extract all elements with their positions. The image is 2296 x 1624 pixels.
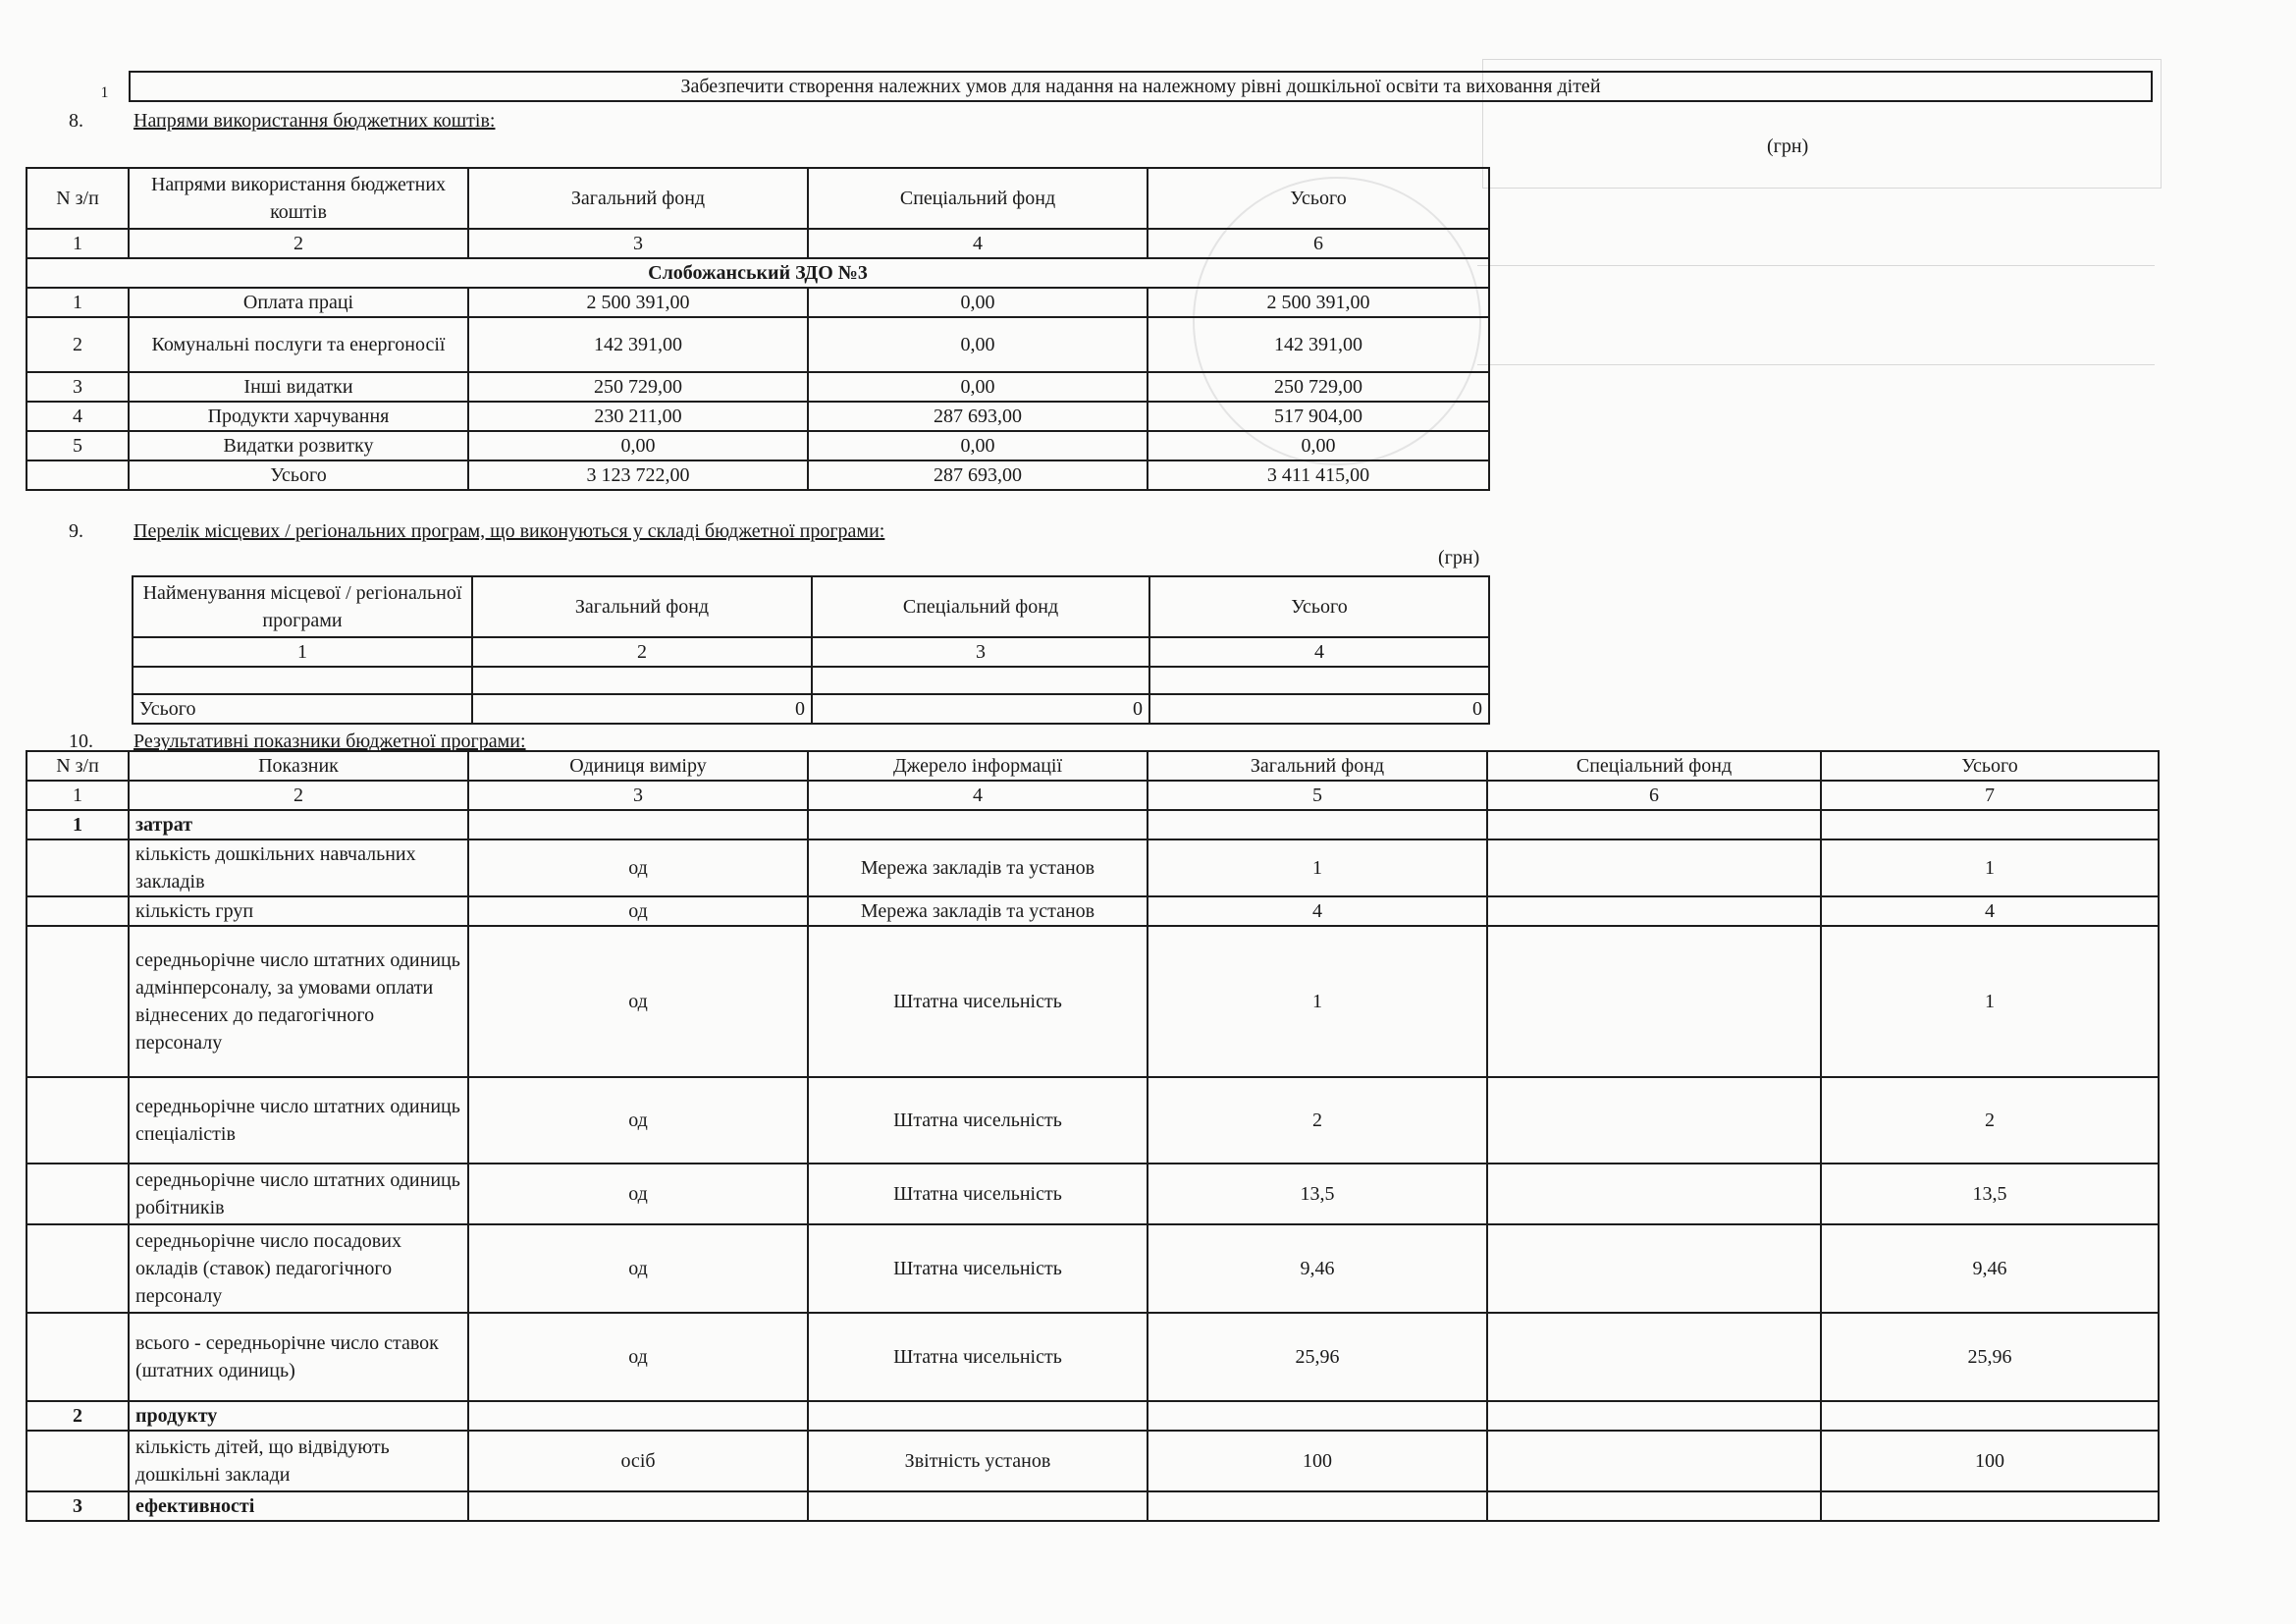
table-header-row — [27, 168, 1489, 229]
empty-cell — [27, 1164, 129, 1224]
row-number: 4 — [27, 402, 129, 431]
info-source: Штатна чисельність — [808, 1164, 1148, 1224]
special-fund: 0,00 — [808, 372, 1148, 402]
indicator-name: середньорічне число штатних одиниць робітників — [129, 1164, 468, 1224]
section-number: 8. — [69, 110, 83, 132]
table-row — [27, 288, 1489, 317]
row-number: 2 — [27, 317, 129, 372]
general-fund: 9,46 — [1148, 1224, 1487, 1313]
direction-name: Оплата праці — [129, 288, 468, 317]
special-fund — [1487, 896, 1821, 926]
general-fund: 3 123 722,00 — [468, 460, 808, 490]
empty-cell — [1821, 1401, 2159, 1431]
special-fund: 0,00 — [808, 288, 1148, 317]
header-cell: Загальний фонд — [468, 168, 808, 229]
total: 2 — [1821, 1077, 2159, 1164]
column-number: 2 — [472, 637, 812, 667]
direction-name: Інші видатки — [129, 372, 468, 402]
indicator-row — [27, 1077, 2159, 1164]
total: 1 — [1821, 839, 2159, 896]
unit: од — [468, 926, 808, 1077]
table-row — [27, 317, 1489, 372]
table-header-row — [133, 576, 1489, 637]
empty-cell — [27, 1224, 129, 1313]
special-fund — [1487, 1164, 1821, 1224]
goal-num: 1 — [100, 84, 109, 101]
group-name: затрат — [129, 810, 468, 839]
performance-indicators-table — [26, 750, 2160, 1522]
group-title: Слобожанський ЗДО №3 — [27, 258, 1489, 288]
column-number: 6 — [1487, 781, 1821, 810]
direction-name: Продукти харчування — [129, 402, 468, 431]
unit: осіб — [468, 1431, 808, 1491]
column-number: 6 — [1148, 229, 1489, 258]
table-row — [27, 372, 1489, 402]
header-cell: Спеціальний фонд — [812, 576, 1149, 637]
unit-label: (грн) — [1438, 547, 1480, 568]
total-row — [133, 694, 1489, 724]
unit: од — [468, 896, 808, 926]
total: 1 — [1821, 926, 2159, 1077]
column-number: 1 — [133, 637, 472, 667]
column-number: 7 — [1821, 781, 2159, 810]
section-title: Перелік місцевих / регіональних програм, що виконуються у складі бюджетної програми: — [133, 520, 885, 542]
section-title: Напрями використання бюджетних коштів: — [133, 110, 496, 132]
header-cell: Джерело інформації — [808, 751, 1148, 781]
unit: од — [468, 1077, 808, 1164]
empty-cell — [1148, 1401, 1487, 1431]
group-number: 3 — [27, 1491, 129, 1521]
info-source: Штатна чисельність — [808, 926, 1148, 1077]
row-number: 3 — [27, 372, 129, 402]
group-name: ефективності — [129, 1491, 468, 1521]
header-cell: Усього — [1149, 576, 1489, 637]
table-row — [27, 431, 1489, 460]
info-source: Штатна чисельність — [808, 1077, 1148, 1164]
indicator-row — [27, 1164, 2159, 1224]
empty-cell — [27, 1431, 129, 1491]
indicator-name: середньорічне число посадових окладів (ставок) педагогічного персоналу — [129, 1224, 468, 1313]
special-fund: 287 693,00 — [808, 460, 1148, 490]
column-number: 3 — [468, 781, 808, 810]
section-number: 10. — [69, 731, 93, 752]
header-cell: Усього — [1148, 168, 1489, 229]
empty-cell — [472, 667, 812, 694]
column-number-row — [27, 229, 1489, 258]
section-number: 9. — [69, 520, 83, 542]
indicator-name: кількість дошкільних навчальних закладів — [129, 839, 468, 896]
header-cell: Одиниця виміру — [468, 751, 808, 781]
indicator-row — [27, 1431, 2159, 1491]
goal-text: Забезпечити створення належних умов для надання на належному рівні дошкільної освіти та виховання дітей — [130, 72, 2152, 101]
total-label: Усього — [133, 694, 472, 724]
total: 0 — [1149, 694, 1489, 724]
empty-cell — [27, 926, 129, 1077]
unit: од — [468, 839, 808, 896]
unit: од — [468, 1224, 808, 1313]
indicator-row — [27, 896, 2159, 926]
empty-cell — [468, 1491, 808, 1521]
special-fund — [1487, 839, 1821, 896]
empty-cell — [468, 810, 808, 839]
table-row — [27, 402, 1489, 431]
row-number: 5 — [27, 431, 129, 460]
local-programs-table — [132, 575, 1490, 725]
general-fund: 1 — [1148, 926, 1487, 1077]
empty-cell — [812, 667, 1149, 694]
special-fund — [1487, 1431, 1821, 1491]
indicator-row — [27, 926, 2159, 1077]
column-number: 3 — [812, 637, 1149, 667]
header-cell: Показник — [129, 751, 468, 781]
total: 3 411 415,00 — [1148, 460, 1489, 490]
empty-cell — [808, 1401, 1148, 1431]
group-number: 2 — [27, 1401, 129, 1431]
table-header-row — [27, 751, 2159, 781]
empty-cell — [808, 810, 1148, 839]
general-fund: 2 500 391,00 — [468, 288, 808, 317]
column-number: 4 — [808, 781, 1148, 810]
empty-cell — [27, 839, 129, 896]
indicator-name: кількість груп — [129, 896, 468, 926]
info-source: Мережа закладів та установ — [808, 839, 1148, 896]
column-number: 2 — [129, 229, 468, 258]
unit-label: (грн) — [1767, 135, 1809, 157]
indicator-name: середньорічне число штатних одиниць адмінперсоналу, за умовами оплати віднесених до педагогічного персоналу — [129, 926, 468, 1077]
total: 2 500 391,00 — [1148, 288, 1489, 317]
header-cell: Спеціальний фонд — [1487, 751, 1821, 781]
general-fund: 4 — [1148, 896, 1487, 926]
special-fund — [1487, 1077, 1821, 1164]
general-fund: 142 391,00 — [468, 317, 808, 372]
general-fund: 13,5 — [1148, 1164, 1487, 1224]
total-row — [27, 460, 1489, 490]
group-row — [27, 258, 1489, 288]
general-fund: 25,96 — [1148, 1313, 1487, 1401]
indicator-name: кількість дітей, що відвідують дошкільні заклади — [129, 1431, 468, 1491]
column-number: 1 — [27, 781, 129, 810]
empty-row — [133, 667, 1489, 694]
unit: од — [468, 1164, 808, 1224]
special-fund — [1487, 926, 1821, 1077]
indicator-row — [27, 839, 2159, 896]
indicator-group-row — [27, 1401, 2159, 1431]
total-label: Усього — [129, 460, 468, 490]
info-source: Звітність установ — [808, 1431, 1148, 1491]
header-cell: Напрями використання бюджетних коштів — [129, 168, 468, 229]
general-fund: 0,00 — [468, 431, 808, 460]
total: 4 — [1821, 896, 2159, 926]
empty-cell — [133, 667, 472, 694]
header-cell: Найменування місцевої / регіональної програми — [133, 576, 472, 637]
total: 9,46 — [1821, 1224, 2159, 1313]
header-cell: Загальний фонд — [472, 576, 812, 637]
info-source: Штатна чисельність — [808, 1224, 1148, 1313]
total: 0,00 — [1148, 431, 1489, 460]
indicator-name: середньорічне число штатних одиниць спеціалістів — [129, 1077, 468, 1164]
column-number: 1 — [27, 229, 129, 258]
info-source: Мережа закладів та установ — [808, 896, 1148, 926]
special-fund: 287 693,00 — [808, 402, 1148, 431]
empty-cell — [468, 1401, 808, 1431]
group-number: 1 — [27, 810, 129, 839]
column-number: 3 — [468, 229, 808, 258]
column-number: 4 — [808, 229, 1148, 258]
special-fund — [1487, 1313, 1821, 1401]
special-fund: 0 — [812, 694, 1149, 724]
info-source: Штатна чисельність — [808, 1313, 1148, 1401]
empty-cell — [27, 896, 129, 926]
special-fund — [1487, 1224, 1821, 1313]
header-cell: Спеціальний фонд — [808, 168, 1148, 229]
empty-cell — [1487, 1401, 1821, 1431]
indicator-row — [27, 1224, 2159, 1313]
special-fund: 0,00 — [808, 317, 1148, 372]
column-number: 2 — [129, 781, 468, 810]
goal-table — [80, 71, 2153, 102]
total: 100 — [1821, 1431, 2159, 1491]
empty-cell — [1487, 810, 1821, 839]
header-cell: N з/п — [27, 168, 129, 229]
empty-cell — [808, 1491, 1148, 1521]
row-number: 1 — [27, 288, 129, 317]
empty-cell — [1148, 1491, 1487, 1521]
direction-name: Видатки розвитку — [129, 431, 468, 460]
total: 517 904,00 — [1148, 402, 1489, 431]
general-fund: 1 — [1148, 839, 1487, 896]
total: 13,5 — [1821, 1164, 2159, 1224]
direction-name: Комунальні послуги та енергоносії — [129, 317, 468, 372]
header-cell: N з/п — [27, 751, 129, 781]
indicator-group-row — [27, 1491, 2159, 1521]
total: 250 729,00 — [1148, 372, 1489, 402]
general-fund: 100 — [1148, 1431, 1487, 1491]
indicator-group-row — [27, 810, 2159, 839]
total: 25,96 — [1821, 1313, 2159, 1401]
empty-cell — [1487, 1491, 1821, 1521]
general-fund: 0 — [472, 694, 812, 724]
special-fund: 0,00 — [808, 431, 1148, 460]
section-title: Результативні показники бюджетної програми: — [133, 731, 526, 752]
column-number-row — [133, 637, 1489, 667]
column-number: 4 — [1149, 637, 1489, 667]
group-name: продукту — [129, 1401, 468, 1431]
general-fund: 250 729,00 — [468, 372, 808, 402]
empty-cell — [1148, 810, 1487, 839]
budget-directions-table — [26, 167, 1490, 491]
empty-cell — [27, 1313, 129, 1401]
general-fund: 230 211,00 — [468, 402, 808, 431]
row-number — [27, 460, 129, 490]
empty-cell — [1149, 667, 1489, 694]
column-number-row — [27, 781, 2159, 810]
empty-cell — [1821, 810, 2159, 839]
total: 142 391,00 — [1148, 317, 1489, 372]
empty-cell — [1821, 1491, 2159, 1521]
indicator-row — [27, 1313, 2159, 1401]
column-number: 5 — [1148, 781, 1487, 810]
header-cell: Загальний фонд — [1148, 751, 1487, 781]
empty-cell — [27, 1077, 129, 1164]
general-fund: 2 — [1148, 1077, 1487, 1164]
header-cell: Усього — [1821, 751, 2159, 781]
unit: од — [468, 1313, 808, 1401]
indicator-name: всього - середньорічне число ставок (штатних одиниць) — [129, 1313, 468, 1401]
show-through-box — [1477, 265, 2155, 365]
